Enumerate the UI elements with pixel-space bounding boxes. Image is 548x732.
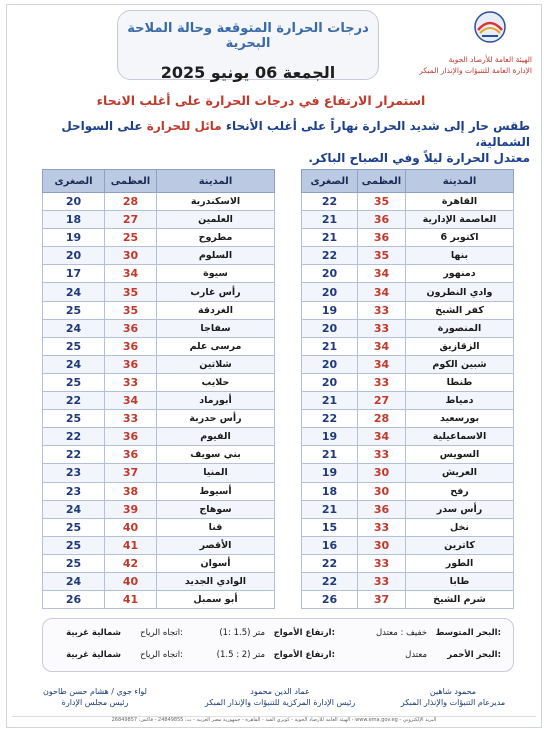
max-temp-cell: 41	[105, 536, 157, 554]
col-city-header: المدينة	[157, 170, 275, 193]
city-name-cell: رأس حدربة	[157, 410, 275, 428]
sea-red-wave-value: (1.5 : 2) متر	[216, 650, 265, 660]
city-name-cell: أبورماد	[157, 392, 275, 410]
table-row	[302, 283, 514, 301]
city-name-cell: بنها	[406, 247, 514, 265]
min-temp-cell: 22	[302, 193, 358, 211]
table-row	[43, 500, 275, 518]
min-temp-cell: 20	[302, 373, 358, 391]
table-row	[43, 283, 275, 301]
max-temp-cell: 35	[358, 247, 406, 265]
city-name-cell: المنصورة	[406, 319, 514, 337]
max-temp-cell: 36	[105, 319, 157, 337]
min-temp-cell: 21	[302, 211, 358, 229]
min-temp-cell: 25	[43, 518, 105, 536]
city-name-cell: رأس سدر	[406, 500, 514, 518]
table-row	[43, 554, 275, 572]
max-temp-cell: 34	[105, 392, 157, 410]
table-row	[43, 464, 275, 482]
city-name-cell: الاسماعيلية	[406, 428, 514, 446]
table-row	[43, 591, 275, 609]
min-temp-cell: 25	[43, 410, 105, 428]
table-row	[302, 373, 514, 391]
headline-detail	[30, 118, 530, 166]
sea-red-wind-value: شمالية غربية	[66, 650, 121, 660]
city-name-cell: أسيوط	[157, 482, 275, 500]
col-min-header: الصغرى	[43, 170, 105, 193]
max-temp-cell: 33	[358, 446, 406, 464]
city-name-cell: السلوم	[157, 247, 275, 265]
min-temp-cell: 22	[43, 392, 105, 410]
sea-red-state: معتدل	[405, 650, 427, 660]
city-name-cell: كفر الشيخ	[406, 301, 514, 319]
max-temp-cell: 33	[105, 373, 157, 391]
sea-red-wind-label: اتجاه الرياح:	[140, 650, 183, 660]
headline-main: استمرار الارتفاع في درجات الحرارة على أغلب الانحاء	[96, 93, 426, 108]
city-name-cell: دمنهور	[406, 265, 514, 283]
table-row	[302, 591, 514, 609]
max-temp-cell: 34	[358, 265, 406, 283]
city-name-cell: شبين الكوم	[406, 355, 514, 373]
bulletin-title: درجات الحرارة المتوقعة وحالة الملاحة البحرية	[127, 21, 369, 51]
sea-med-wind-label: اتجاه الرياح:	[140, 628, 183, 638]
sea-med-wave-value: (1: 1.5) متر	[219, 628, 265, 638]
table-row	[302, 392, 514, 410]
sea-row-mediterranean	[43, 628, 513, 648]
table-row	[43, 229, 275, 247]
min-temp-cell: 16	[302, 536, 358, 554]
max-temp-cell: 27	[358, 392, 406, 410]
city-name-cell: طنطا	[406, 373, 514, 391]
city-name-cell: السويس	[406, 446, 514, 464]
max-temp-cell: 34	[358, 337, 406, 355]
table-row	[302, 337, 514, 355]
table-row	[43, 410, 275, 428]
sea-med-wave-label: ارتفاع الأمواج:	[273, 628, 335, 638]
col-min-header: الصغرى	[302, 170, 358, 193]
min-temp-cell: 21	[302, 229, 358, 247]
table-row	[43, 572, 275, 590]
city-name-cell: شلاتين	[157, 355, 275, 373]
table-row	[302, 482, 514, 500]
signature-title: رئيس الإدارة المركزية للتنبؤات والإنذار المبكر	[204, 698, 356, 707]
city-name-cell: رأس غارب	[157, 283, 275, 301]
signature-name: عماد الدين محمود	[250, 687, 310, 696]
max-temp-cell: 25	[105, 229, 157, 247]
city-name-cell: المنيا	[157, 464, 275, 482]
max-temp-cell: 33	[358, 319, 406, 337]
max-temp-cell: 30	[358, 464, 406, 482]
max-temp-cell: 42	[105, 554, 157, 572]
bulletin-date: الجمعة 06 يونيو 2025	[160, 63, 336, 82]
max-temp-cell: 39	[105, 500, 157, 518]
table-row	[43, 265, 275, 283]
min-temp-cell: 20	[302, 319, 358, 337]
min-temp-cell: 19	[302, 301, 358, 319]
signature-3	[20, 686, 170, 708]
min-temp-cell: 21	[302, 500, 358, 518]
min-temp-cell: 25	[43, 554, 105, 572]
table-row	[302, 211, 514, 229]
max-temp-cell: 36	[358, 500, 406, 518]
city-name-cell: مرسى علم	[157, 337, 275, 355]
city-name-cell: شرم الشيخ	[406, 591, 514, 609]
max-temp-cell: 34	[358, 355, 406, 373]
min-temp-cell: 22	[302, 572, 358, 590]
min-temp-cell: 24	[43, 500, 105, 518]
city-name-cell: القاهرة	[406, 193, 514, 211]
headline-detail-line-2: معتدل الحرارة ليلاً وفي الصباح الباكر.	[308, 151, 530, 165]
sea-state-box	[42, 618, 514, 672]
max-temp-cell: 33	[105, 410, 157, 428]
table-row	[43, 337, 275, 355]
min-temp-cell: 18	[43, 211, 105, 229]
max-temp-cell: 35	[358, 193, 406, 211]
table-row	[302, 265, 514, 283]
table-row	[43, 355, 275, 373]
max-temp-cell: 36	[105, 337, 157, 355]
city-name-cell: دمياط	[406, 392, 514, 410]
org-name	[419, 54, 532, 76]
ema-logo-icon	[470, 10, 510, 44]
table-row	[302, 500, 514, 518]
city-name-cell: الزقازيق	[406, 337, 514, 355]
city-name-cell: نخل	[406, 518, 514, 536]
table-row	[302, 193, 514, 211]
min-temp-cell: 17	[43, 265, 105, 283]
city-name-cell: طابا	[406, 572, 514, 590]
cities-table-right	[301, 169, 514, 609]
city-name-cell: سفاجا	[157, 319, 275, 337]
city-name-cell: الأقصر	[157, 536, 275, 554]
min-temp-cell: 21	[302, 446, 358, 464]
table-row	[302, 410, 514, 428]
min-temp-cell: 24	[43, 355, 105, 373]
min-temp-cell: 21	[302, 392, 358, 410]
org-line-2: الإدارة العامة للتنبؤات والإنذار المبكر	[419, 66, 532, 75]
city-name-cell: مطروح	[157, 229, 275, 247]
min-temp-cell: 20	[43, 193, 105, 211]
max-temp-cell: 41	[105, 591, 157, 609]
table-row	[302, 229, 514, 247]
max-temp-cell: 33	[358, 572, 406, 590]
table-row	[302, 301, 514, 319]
max-temp-cell: 27	[105, 211, 157, 229]
table-row	[43, 373, 275, 391]
min-temp-cell: 25	[43, 337, 105, 355]
max-temp-cell: 35	[105, 301, 157, 319]
min-temp-cell: 23	[43, 482, 105, 500]
signature-name: لواء جوي / هشام حسن طاحون	[43, 687, 147, 696]
min-temp-cell: 22	[43, 446, 105, 464]
min-temp-cell: 24	[43, 572, 105, 590]
min-temp-cell: 25	[43, 536, 105, 554]
headline-detail-line-1	[30, 118, 530, 150]
max-temp-cell: 35	[105, 283, 157, 301]
table-row	[302, 319, 514, 337]
max-temp-cell: 34	[105, 265, 157, 283]
table-row	[302, 518, 514, 536]
table-row	[43, 482, 275, 500]
city-name-cell: كاترين	[406, 536, 514, 554]
sea-med-wind-value: شمالية غربية	[66, 628, 121, 638]
table-row	[302, 464, 514, 482]
max-temp-cell: 33	[358, 301, 406, 319]
cities-table-left	[42, 169, 275, 609]
sea-red-wave-label: ارتفاع الأمواج:	[273, 650, 335, 660]
max-temp-cell: 40	[105, 518, 157, 536]
city-name-cell: العريش	[406, 464, 514, 482]
org-line-1: الهيئة العامة للأرصاد الجوية	[448, 55, 532, 64]
min-temp-cell: 24	[43, 283, 105, 301]
table-row	[43, 518, 275, 536]
city-name-cell: بورسعيد	[406, 410, 514, 428]
table-row	[302, 355, 514, 373]
max-temp-cell: 36	[105, 428, 157, 446]
min-temp-cell: 24	[43, 319, 105, 337]
col-max-header: العظمى	[105, 170, 157, 193]
table-row	[43, 428, 275, 446]
min-temp-cell: 21	[302, 337, 358, 355]
min-temp-cell: 25	[43, 301, 105, 319]
table-row	[43, 536, 275, 554]
max-temp-cell: 36	[358, 229, 406, 247]
signature-title: رئيس مجلس الإدارة	[61, 698, 129, 707]
max-temp-cell: 33	[358, 373, 406, 391]
max-temp-cell: 33	[358, 518, 406, 536]
min-temp-cell: 26	[302, 591, 358, 609]
city-name-cell: أبو سمبل	[157, 591, 275, 609]
signature-1	[378, 686, 528, 708]
table-row	[43, 392, 275, 410]
city-name-cell: الطور	[406, 554, 514, 572]
city-name-cell: سوهاج	[157, 500, 275, 518]
min-temp-cell: 26	[43, 591, 105, 609]
col-max-header: العظمى	[358, 170, 406, 193]
table-row	[43, 211, 275, 229]
min-temp-cell: 20	[302, 283, 358, 301]
city-name-cell: 6 اكتوبر	[406, 229, 514, 247]
max-temp-cell: 30	[105, 247, 157, 265]
max-temp-cell: 28	[358, 410, 406, 428]
max-temp-cell: 40	[105, 572, 157, 590]
max-temp-cell: 34	[358, 428, 406, 446]
sea-med-state: خفيف : معتدل	[375, 628, 427, 638]
min-temp-cell: 22	[302, 554, 358, 572]
city-name-cell: الغردقة	[157, 301, 275, 319]
max-temp-cell: 36	[105, 446, 157, 464]
table-row	[302, 428, 514, 446]
table-row	[43, 319, 275, 337]
max-temp-cell: 28	[105, 193, 157, 211]
city-name-cell: العلمين	[157, 211, 275, 229]
signature-name: محمود شاهين	[429, 687, 477, 696]
min-temp-cell: 15	[302, 518, 358, 536]
city-name-cell: الفيوم	[157, 428, 275, 446]
max-temp-cell: 34	[358, 283, 406, 301]
signature-title: مديرعام التنبؤات والإنذار المبكر	[400, 698, 506, 707]
max-temp-cell: 36	[358, 211, 406, 229]
table-row	[43, 446, 275, 464]
max-temp-cell: 33	[358, 554, 406, 572]
max-temp-cell: 36	[105, 355, 157, 373]
min-temp-cell: 22	[43, 428, 105, 446]
city-name-cell: وادي النطرون	[406, 283, 514, 301]
table-row	[302, 247, 514, 265]
city-name-cell: قنا	[157, 518, 275, 536]
max-temp-cell: 30	[358, 536, 406, 554]
city-name-cell: أسوان	[157, 554, 275, 572]
min-temp-cell: 25	[43, 373, 105, 391]
table-row	[43, 301, 275, 319]
min-temp-cell: 20	[302, 355, 358, 373]
table-row	[302, 536, 514, 554]
headline-part-red: مائل للحرارة	[146, 119, 222, 133]
min-temp-cell: 19	[302, 428, 358, 446]
headline-part-1: طقس حار إلى شديد الحرارة نهاراً على أغلب الأنحاء	[225, 119, 530, 133]
footer-contact: الهيئة العامة للأرصاد الجوية - كوبري القبة - القاهرة - جمهورية مصر العربية - ت: 24849855 - فاكس: 26849857 - www.ema.gov.eg - البريد الإلكتروني	[12, 716, 536, 725]
city-name-cell: الوادي الجديد	[157, 572, 275, 590]
min-temp-cell: 22	[302, 410, 358, 428]
max-temp-cell: 37	[105, 464, 157, 482]
city-name-cell: رفح	[406, 482, 514, 500]
city-name-cell: العاصمة الإدارية	[406, 211, 514, 229]
city-name-cell: حلايب	[157, 373, 275, 391]
title-box	[117, 10, 379, 80]
min-temp-cell: 20	[302, 265, 358, 283]
col-city-header: المدينة	[406, 170, 514, 193]
max-temp-cell: 38	[105, 482, 157, 500]
table-row	[302, 572, 514, 590]
min-temp-cell: 22	[302, 247, 358, 265]
min-temp-cell: 19	[43, 229, 105, 247]
max-temp-cell: 30	[358, 482, 406, 500]
table-row	[43, 247, 275, 265]
sea-med-label: البحر المتوسط:	[435, 628, 501, 638]
min-temp-cell: 18	[302, 482, 358, 500]
min-temp-cell: 23	[43, 464, 105, 482]
city-name-cell: بني سويف	[157, 446, 275, 464]
table-row	[302, 446, 514, 464]
max-temp-cell: 37	[358, 591, 406, 609]
table-row	[302, 554, 514, 572]
city-name-cell: سيوة	[157, 265, 275, 283]
sea-row-red	[43, 650, 513, 670]
headline-part-2: على السواحل الشمالية،	[61, 119, 530, 149]
table-row	[43, 193, 275, 211]
sea-red-label: البحر الأحمر:	[447, 650, 501, 660]
city-name-cell: الاسكندرية	[157, 193, 275, 211]
signature-2	[180, 686, 380, 708]
min-temp-cell: 19	[302, 464, 358, 482]
min-temp-cell: 20	[43, 247, 105, 265]
